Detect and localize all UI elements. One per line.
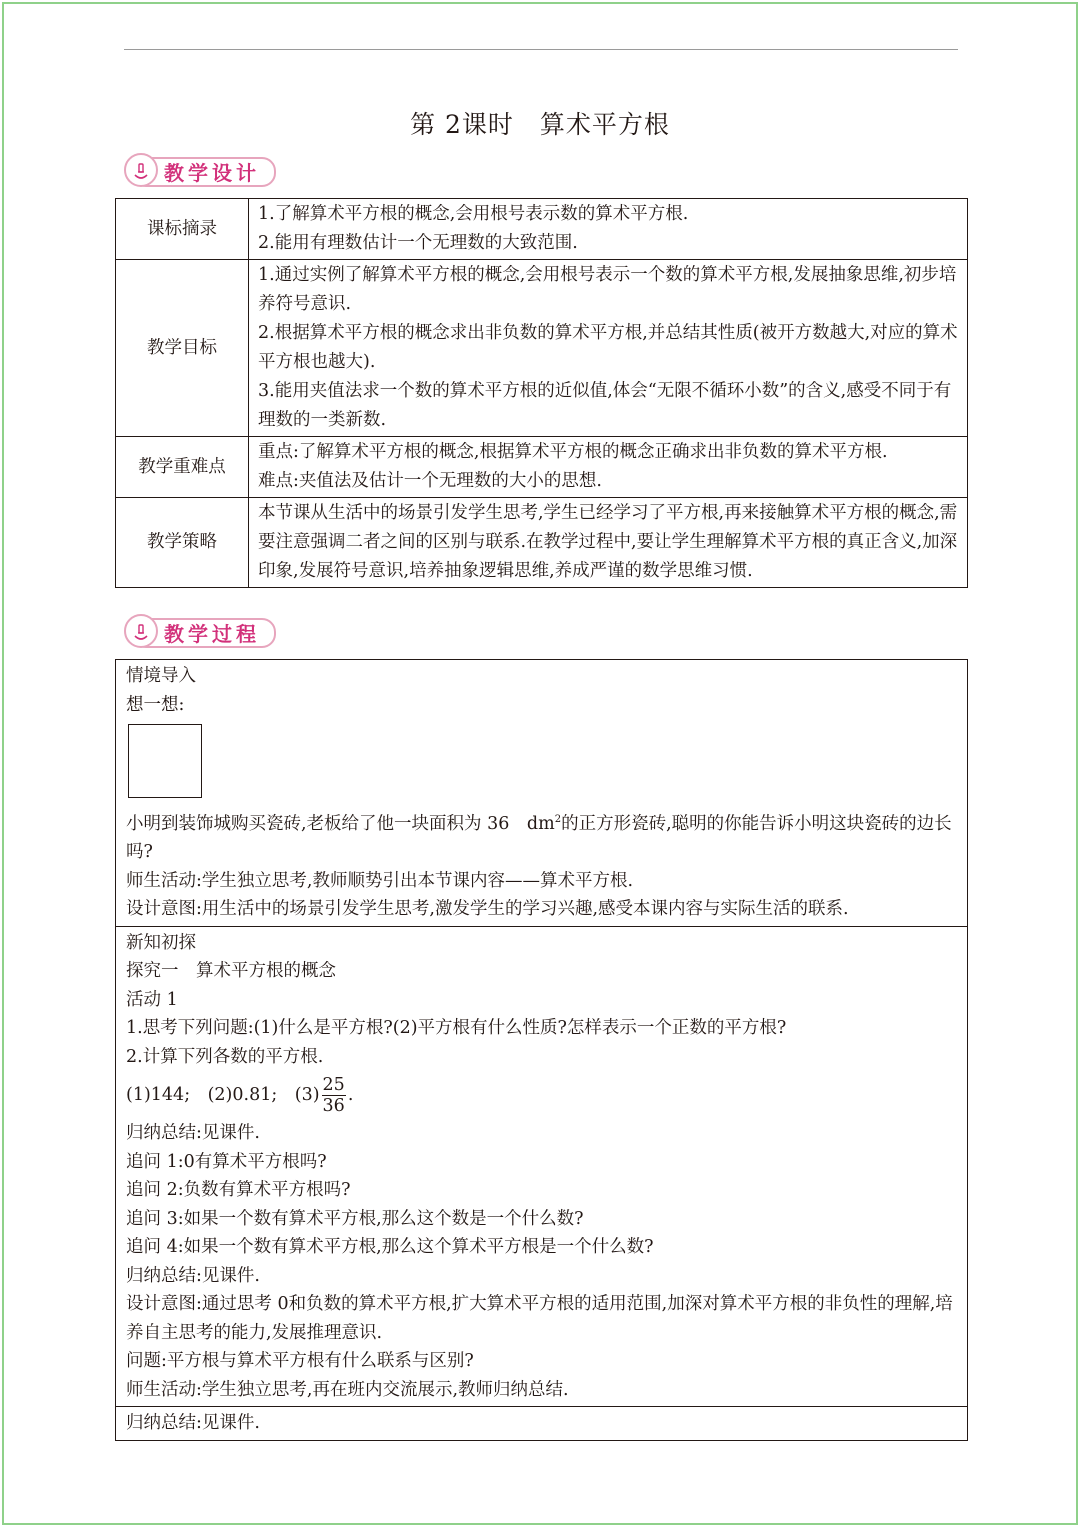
process-box xyxy=(115,659,968,1441)
problem-text: 小明到装饰城购买瓷砖,老板给了他一块面积为 36 $dm^2$的正方形瓷砖,聪明的你能告诉小明这块瓷砖的边长吗? xyxy=(126,813,952,863)
text-line: 归纳总结:见课件. xyxy=(126,1413,260,1434)
row-content xyxy=(249,437,968,498)
row-key: 教学策略 xyxy=(116,498,249,588)
text-line: 追问 1:0有算术平方根吗? xyxy=(126,1151,327,1172)
text-line: 设计意图:通过思考 0和负数的算术平方根,扩大算术平方根的适用范围,加深对算术平方根的非负性的理解,培养自主思考的能力,发展推理意识. xyxy=(126,1294,953,1343)
row-line: 2.根据算术平方根的概念求出非负数的算术平方根,并总结其性质(被开方数越大,对应的算术平方根也越大). xyxy=(258,323,958,372)
row-line: 重点:了解算术平方根的概念,根据算术平方根的概念正确求出非负数的算术平方根. xyxy=(258,442,888,462)
table-row xyxy=(116,199,968,260)
text-line: 归纳总结:见课件. xyxy=(126,1123,260,1144)
table-row xyxy=(116,260,968,437)
lamp-icon xyxy=(124,614,158,648)
section-badge-design xyxy=(124,153,274,187)
lamp-icon xyxy=(124,153,158,187)
fraction: $\frac{25}{36}$ xyxy=(322,1075,345,1117)
row-line: 难点:夹值法及估计一个无理数的大小的思想. xyxy=(258,471,602,491)
text-line: 问题:平方根与算术平方根有什么联系与区别? xyxy=(126,1351,474,1372)
section-badge-process xyxy=(124,614,274,648)
think-label: 想一想: xyxy=(126,694,185,715)
last-section xyxy=(116,1406,967,1440)
row-content xyxy=(249,199,968,260)
badge-label-process: 教学过程 xyxy=(164,622,260,646)
row-line: 1.通过实例了解算术平方根的概念,会用根号表示一个数的算术平方根,发展抽象思维,初步培养符号意识. xyxy=(258,265,957,314)
row-key: 教学目标 xyxy=(116,260,249,437)
explore-section xyxy=(116,926,967,1407)
row-line: 1.了解算术平方根的概念,会用根号表示数的算术平方根. xyxy=(258,204,689,224)
activity-text: 师生活动:学生独立思考,教师顺势引出本节课内容——算术平方根. xyxy=(126,870,634,891)
text-line: 追问 3:如果一个数有算术平方根,那么这个数是一个什么数? xyxy=(126,1208,584,1229)
text-line: 师生活动:学生独立思考,再在班内交流展示,教师归纳总结. xyxy=(126,1379,569,1400)
section-heading: 新知初探 xyxy=(126,932,196,953)
header-rule xyxy=(124,49,958,50)
question-1: 1.思考下列问题:(1)什么是平方根?(2)平方根有什么性质?怎样表示一个正数的平方根? xyxy=(126,1018,787,1039)
intro-section xyxy=(116,660,967,926)
row-line: 3.能用夹值法求一个数的算术平方根的近似值,体会“无限不循环小数”的含义,感受不同于有理数的一类新数. xyxy=(258,381,952,430)
row-key: 课标摘录 xyxy=(116,199,249,260)
badge-label-design: 教学设计 xyxy=(164,161,260,185)
activity-label: 活动 1 xyxy=(126,989,178,1010)
section-heading: 情境导入 xyxy=(126,666,196,686)
text-line: 追问 4:如果一个数有算术平方根,那么这个算术平方根是一个什么数? xyxy=(126,1237,654,1258)
row-content xyxy=(249,498,968,588)
square-figure xyxy=(128,724,202,798)
calc-line: (1)144; (2)0.81; (3) $\frac{25}{36}$ . xyxy=(126,1075,354,1117)
row-content xyxy=(249,260,968,437)
row-line: 本节课从生活中的场景引发学生思考,学生已经学习了平方根,再来接触算术平方根的概念,需要注意强调二者之间的区别与联系.在教学过程中,要让学生理解算术平方根的真正含义,加深印象,发展符号意识,培养抽象逻辑思维,养成严谨的数学思维习惯. xyxy=(258,503,958,581)
question-2: 2.计算下列各数的平方根. xyxy=(126,1046,324,1067)
intent-text: 设计意图:用生活中的场景引发学生思考,激发学生的学习兴趣,感受本课内容与实际生活的联系. xyxy=(126,899,849,920)
table-row xyxy=(116,437,968,498)
row-line: 2.能用有理数估计一个无理数的大致范围. xyxy=(258,233,578,253)
text-line: 追问 2:负数有算术平方根吗? xyxy=(126,1180,351,1201)
text-line: 归纳总结:见课件. xyxy=(126,1265,260,1286)
sub-heading: 探究一 算术平方根的概念 xyxy=(126,961,336,982)
page-title: 第 2课时 算术平方根 xyxy=(410,110,670,139)
table-row xyxy=(116,498,968,588)
design-table xyxy=(115,198,968,588)
row-key: 教学重难点 xyxy=(116,437,249,498)
